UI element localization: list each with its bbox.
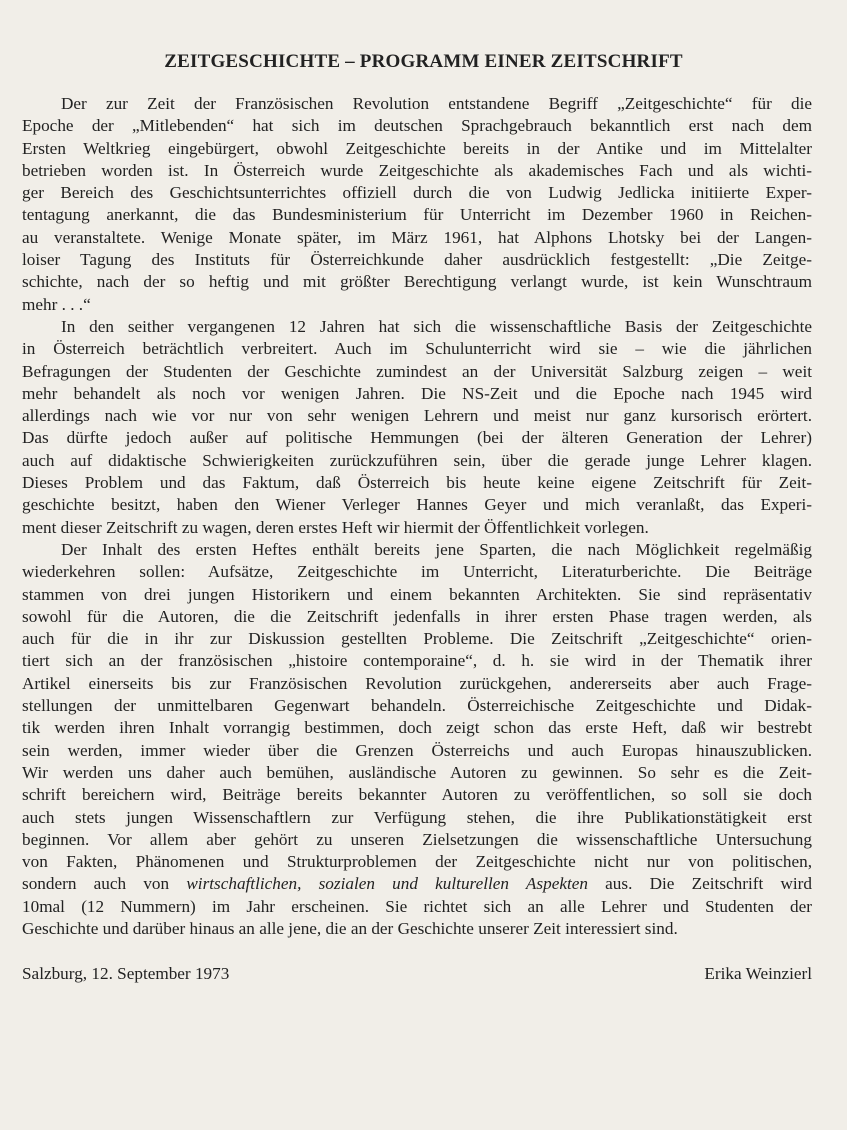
text-line: von Fakten, Phänomenen und Strukturproblemen der Zeitgeschichte nicht nur von politischen, — [22, 852, 812, 872]
text-line: mehr . . .“ — [22, 294, 91, 314]
author-name: Erika Weinzierl — [704, 963, 812, 983]
paragraphs — [22, 93, 812, 873]
text-line: schrift bereichern wird, Beiträge bereits bekannter Autoren zu veröffentlichen, so soll sie doch — [22, 785, 812, 805]
text-line: wiederkehren sollen: Aufsätze, Zeitgeschichte im Unterricht, Literaturberichte. Die Beiträge — [22, 562, 812, 582]
text-line: allerdings nach wie vor nur von sehr wenigen Lehrern und meist nur ganz kursorisch erörtert. — [22, 406, 812, 426]
place-date: Salzburg, 12. September 1973 — [22, 963, 230, 983]
text-line: 10mal (12 Nummern) im Jahr erscheinen. Sie richtet sich an alle Lehrer und Studenten der — [22, 896, 812, 916]
text-line: Das dürfte jedoch außer auf politische Hemmungen (bei der älteren Generation der Lehrer) — [22, 428, 812, 448]
page-title: ZEITGESCHICHTE – PROGRAMM EINER ZEITSCHRIFT — [164, 51, 683, 72]
text-line: tiert sich an der französischen „histoire contemporaine“, d. h. sie wird in der Thematik ihrer — [22, 651, 812, 671]
article-body — [22, 93, 812, 985]
line-segment: sondern auch von — [22, 874, 187, 894]
text-line: sowohl für die Autoren, die die Zeitschrift jedenfalls in ihrer ersten Phase tragen werden, als — [22, 606, 812, 626]
text-line: Dieses Problem und das Faktum, daß Österreich bis heute keine eigene Zeitschrift für Zeit- — [22, 473, 812, 493]
signature-row — [22, 963, 812, 985]
text-line: Geschichte und darüber hinaus an alle jene, die an der Geschichte unserer Zeit interessiert sind. — [22, 918, 678, 938]
text-line: tik werden ihren Inhalt vorrangig bestimmen, doch zeigt schon das erste Heft, daß wir bestrebt — [22, 718, 812, 738]
italic-phrase: wirtschaftlichen, sozialen und kulturellen Aspekten — [186, 874, 588, 894]
text-line: schichte, nach der so heftig und mit größter Berechtigung verlangt wurde, ist kein Wunschtraum — [22, 272, 812, 292]
text-line: auch auf didaktische Schwierigkeiten zurückzuführen sein, über die gerade junge Lehrer klagen. — [22, 450, 812, 470]
text-line: betrieben worden ist. In Österreich wurde Zeitgeschichte als akademisches Fach und als wichti- — [22, 160, 812, 180]
text-line: In den seither vergangenen 12 Jahren hat sich die wissenschaftliche Basis der Zeitgeschichte — [61, 316, 812, 336]
text-line: mehr behandelt als noch vor wenigen Jahren. Die NS-Zeit und die Epoche nach 1945 wird — [22, 383, 812, 403]
text-line: in Österreich beträchtlich verbreitert. Auch im Schulunterricht wird sie – wie die jährlichen — [22, 339, 812, 359]
text-line: Ersten Weltkrieg eingebürgert, obwohl Zeitgeschichte bereits in der Antike und im Mittelalter — [22, 138, 812, 158]
text-line: ger Bereich des Geschichtsunterrichtes offiziell durch die von Ludwig Jedlicka initiierte Exper- — [22, 183, 812, 203]
text-line: Artikel einerseits bis zur Französischen Revolution zurückgehen, andererseits aber auch Frage- — [22, 673, 812, 693]
text-line: Epoche der „Mitlebenden“ hat sich im deutschen Sprachgebrauch bekanntlich erst nach dem — [22, 116, 812, 136]
text-line-italic-aspects — [22, 873, 812, 895]
text-line: geschichte besitzt, haben den Wiener Verleger Hannes Geyer und mich veranlaßt, das Experi- — [22, 495, 812, 515]
text-line: Der zur Zeit der Französischen Revolution entstandene Begriff „Zeitgeschichte“ für die — [61, 94, 812, 113]
text-line: Wir werden uns daher auch bemühen, ausländische Autoren zu gewinnen. So sehr es die Zeit- — [22, 762, 812, 782]
text-line: sein werden, immer wieder über die Grenzen Österreichs und auch Europas hinauszublicken. — [22, 740, 812, 760]
text-line: loiser Tagung des Instituts für Österreichkunde daher ausdrücklich festgestellt: „Die Zeitge- — [22, 250, 812, 270]
text-line: au veranstaltete. Wenige Monate später, im März 1961, hat Alphons Lhotsky bei der Langen- — [22, 227, 812, 247]
text-line: ment dieser Zeitschrift zu wagen, deren erstes Heft wir hiermit der Öffentlichkeit vorlegen. — [22, 517, 649, 537]
text-line: tentagung anerkannt, die das Bundesministerium für Unterricht im Dezember 1960 in Reichen- — [22, 205, 812, 225]
text-line: beginnen. Vor allem aber gehört zu unseren Zielsetzungen die wissenschaftliche Untersuchung — [22, 829, 812, 849]
text-line: auch für die in ihr zur Diskussion gestellten Probleme. Die Zeitschrift „Zeitgeschichte“ orien- — [22, 629, 812, 649]
spacer — [22, 940, 812, 962]
text-line: stellungen der unmittelbaren Gegenwart behandeln. Österreichische Zeitgeschichte und Didak- — [22, 696, 812, 716]
text-line: stammen von drei jungen Historikern und einem bekannten Architekten. Sie sind repräsentativ — [22, 584, 812, 604]
text-line: Der Inhalt des ersten Heftes enthält bereits jene Sparten, die nach Möglichkeit regelmäßig — [61, 539, 812, 559]
line-segment: aus. Die Zeitschrift wird — [587, 874, 812, 894]
text-line: Befragungen der Studenten der Geschichte zumindest an der Universität Salzburg zeigen – weit — [22, 361, 812, 381]
text-line: auch stets jungen Wissenschaftlern zur Verfügung stehen, die ihre Publikationstätigkeit erst — [22, 807, 812, 827]
